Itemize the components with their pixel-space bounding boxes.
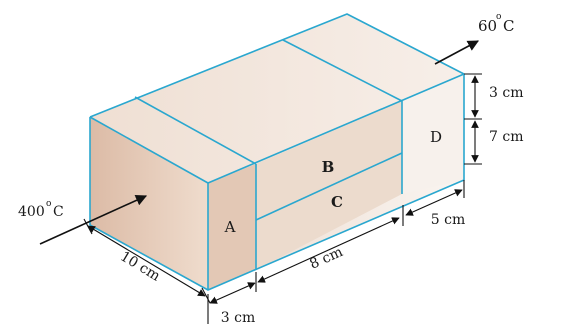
cold-side-temperature xyxy=(478,12,514,35)
layer-label-b: B xyxy=(321,158,335,176)
hot-side-temperature xyxy=(18,199,64,220)
depth-dimension-label: 10 cm xyxy=(117,248,163,285)
cold-temperature-value: 60 xyxy=(478,17,498,35)
hot-temperature-unit: C xyxy=(53,204,64,220)
cold-temperature-unit: C xyxy=(503,17,515,35)
layer-label-d: D xyxy=(429,128,443,146)
hot-temperature-value: 400 xyxy=(18,204,45,220)
hot-temperature-degree: o xyxy=(46,199,52,209)
layer-a-width-label: 3 cm xyxy=(220,310,256,326)
layer-label-c: C xyxy=(331,193,343,211)
layer-bc-width-label: 8 cm xyxy=(307,244,346,273)
layer-d-width-label: 5 cm xyxy=(430,212,466,228)
heat-out-arrow xyxy=(435,41,478,64)
cold-temperature-degree: o xyxy=(496,12,502,22)
bottom-height-label: 7 cm xyxy=(489,129,524,145)
top-height-label: 3 cm xyxy=(489,85,524,101)
layer-label-a: A xyxy=(224,218,236,236)
